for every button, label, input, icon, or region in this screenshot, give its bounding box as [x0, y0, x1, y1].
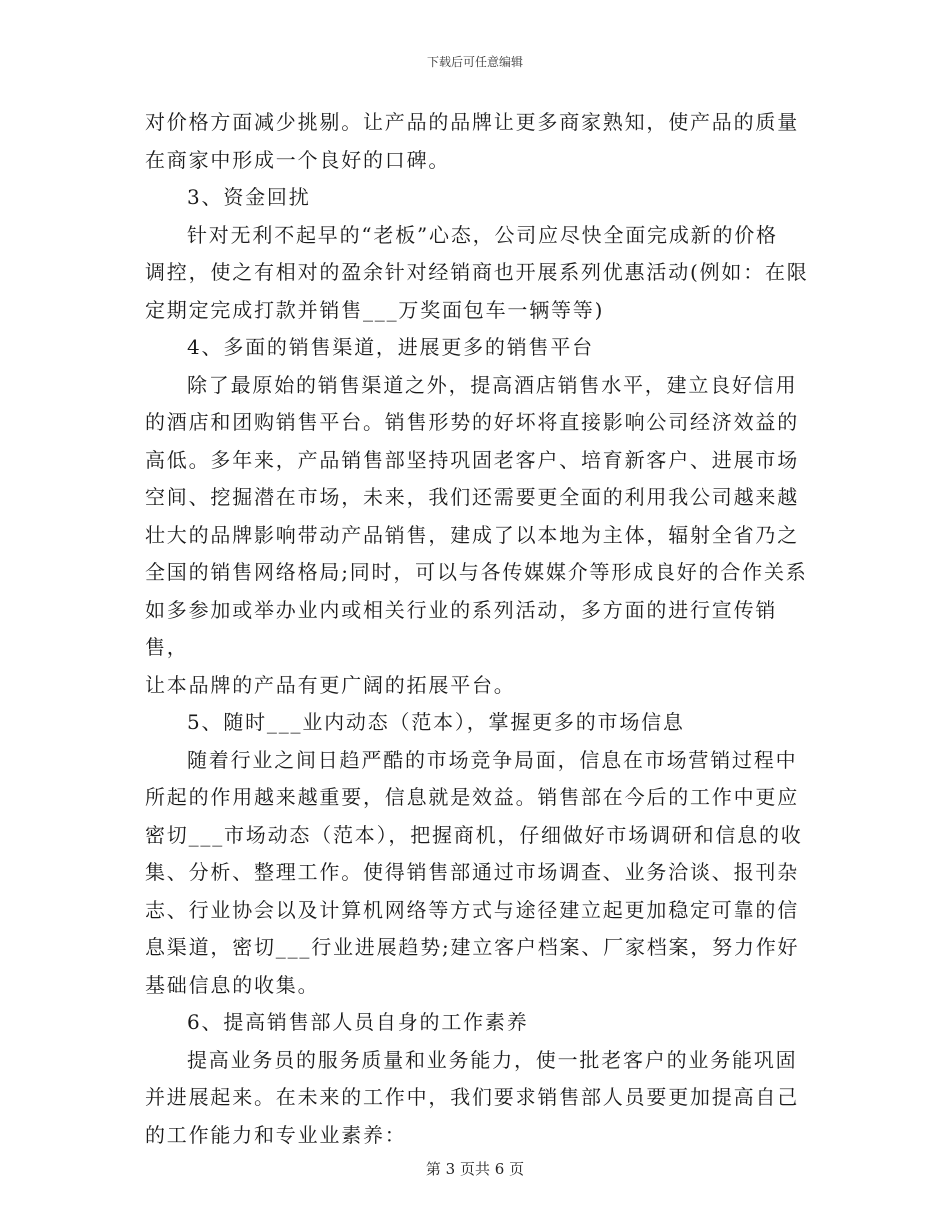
- body-line: 调控，使之有相对的盈余针对经销商也开展系列优惠活动(例如：在限: [145, 260, 809, 284]
- body-line: 定期定完成打款并销售___万奖面包车一辆等等): [145, 297, 605, 322]
- page-number: 第 3 页共 6 页: [425, 1160, 525, 1178]
- body-line: 空间、挖掘潜在市场，未来，我们还需要更全面的利用我公司越来越: [145, 485, 799, 509]
- body-line: 并进展起来。在未来的工作中，我们要求销售部人员要更加提高自己: [145, 1085, 799, 1109]
- body-line: 所起的作用越来越重要，信息就是效益。销售部在今后的工作中更应: [145, 785, 799, 809]
- body-line: 息渠道，密切___行业进展趋势;建立客户档案、厂家档案，努力作好: [145, 935, 800, 959]
- body-line: 在商家中形成一个良好的口碑。: [145, 147, 451, 172]
- document-body: [145, 104, 815, 1154]
- body-line: 针对无利不起早的“老板”心态，公司应尽快全面完成新的价格: [187, 222, 778, 247]
- body-line: 集、分析、整理工作。使得销售部通过市场调查、业务洽谈、报刊杂: [145, 860, 799, 884]
- body-line: 基础信息的收集。: [145, 972, 320, 997]
- body-line: 密切___市场动态（范本），把握商机，仔细做好市场调研和信息的收: [145, 822, 803, 847]
- body-line: 随着行业之间日趋严酷的市场竞争局面，信息在市场营销过程中: [187, 747, 798, 772]
- body-line: 全国的销售网络格局;同时，可以与各传媒媒介等形成良好的合作关系: [145, 560, 808, 584]
- body-line: 的酒店和团购销售平台。销售形势的好坏将直接影响公司经济效益的: [145, 410, 799, 434]
- section-heading-3: 3、资金回扰: [187, 185, 311, 209]
- body-line: 高低。多年来，产品销售部坚持巩固老客户、培育新客户、进展市场: [145, 447, 799, 472]
- body-line: 壮大的品牌影响带动产品销售，建成了以本地为主体，辐射全省乃之: [145, 522, 799, 547]
- body-line: 除了最原始的销售渠道之外，提高酒店销售水平，建立良好信用: [187, 372, 798, 397]
- body-line: 的工作能力和专业业素养：: [145, 1122, 407, 1147]
- section-heading-4: 4、多面的销售渠道，进展更多的销售平台: [187, 335, 594, 359]
- body-line: 让本品牌的产品有更广阔的拓展平台。: [145, 672, 516, 697]
- page-header-note: 下载后可任意编辑: [426, 55, 523, 69]
- body-line: 志、行业协会以及计算机网络等方式与途径建立起更加稳定可靠的信: [145, 897, 799, 922]
- body-line: 提高业务员的服务质量和业务能力，使一批老客户的业务能巩固: [187, 1047, 798, 1072]
- body-line: 如多参加或举办业内或相关行业的系列活动，多方面的进行宣传销售，: [145, 597, 778, 659]
- body-line: 对价格方面减少挑剔。让产品的品牌让更多商家熟知，使产品的质量: [145, 110, 799, 134]
- section-heading-5: 5、随时___业内动态（范本），掌握更多的市场信息: [187, 710, 685, 734]
- section-heading-6: 6、提高销售部人员自身的工作素养: [187, 1010, 529, 1034]
